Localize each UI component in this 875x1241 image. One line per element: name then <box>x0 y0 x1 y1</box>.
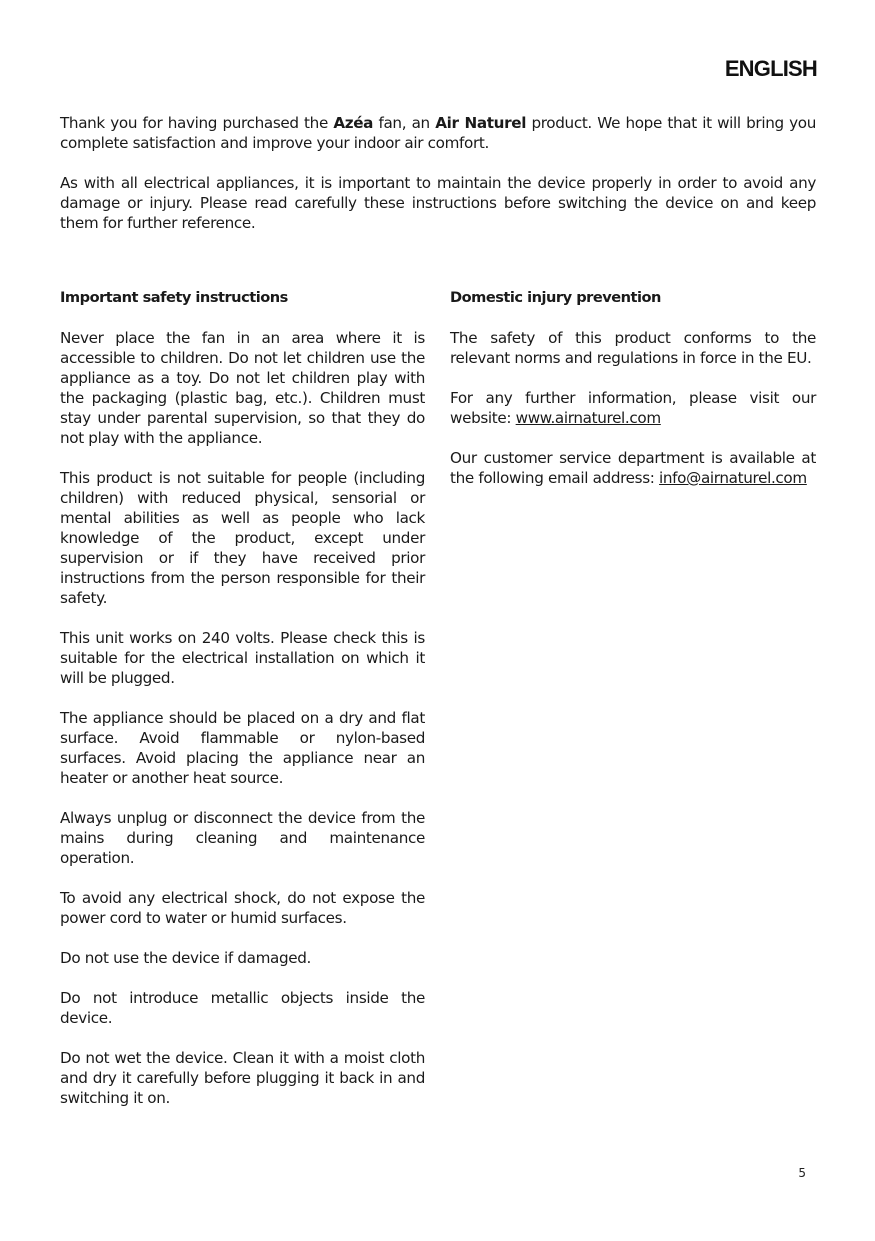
safety-paragraph: Always unplug or disconnect the device from the mains during cleaning and maintenance operation. <box>60 809 425 867</box>
website-paragraph <box>450 388 816 428</box>
intro-paragraph-thanks <box>60 113 816 153</box>
safety-paragraph: The appliance should be placed on a dry and flat surface. Avoid flammable or nylon-based surfaces. Avoid placing the appliance near an heater or another heat source. <box>60 709 425 787</box>
customer-service-text: Our customer service department is available at the following email address: <box>450 449 816 487</box>
injury-prevention-title: Domestic injury prevention <box>450 289 661 306</box>
safety-paragraph: Do not introduce metallic objects inside the device. <box>60 989 425 1027</box>
website-text: For any further information, please visit our website: <box>450 389 816 427</box>
safety-paragraph: Do not wet the device. Clean it with a moist cloth and dry it carefully before plugging it back in and switching it on. <box>60 1049 425 1107</box>
product-name: Azéa <box>333 114 374 132</box>
safety-paragraph: Never place the fan in an area where it is accessible to children. Do not let children use the appliance as a toy. Do not let children play with the packaging (plastic bag, etc.). Children must stay under parental supervision, so that they do not play with the appliance. <box>60 329 425 447</box>
language-heading: ENGLISH <box>724 56 817 81</box>
page-number: 5 <box>798 1166 806 1180</box>
intro-paragraph-maintenance: As with all electrical appliances, it is important to maintain the device properly in order to avoid any damage or injury. Please read carefully these instructions before switching the device on and keep them for further reference. <box>60 174 816 232</box>
safety-paragraph: This unit works on 240 volts. Please check this is suitable for the electrical installation on which it will be plugged. <box>60 629 425 687</box>
intro-text: fan, an <box>373 114 436 132</box>
safety-instructions-section <box>60 288 425 1128</box>
email-link[interactable]: info@airnaturel.com <box>659 469 807 487</box>
safety-paragraph: This product is not suitable for people (including children) with reduced physical, sensorial or mental abilities as well as people who lack knowledge of the product, except under supervision or if they have received prior instructions from the person responsible for their safety. <box>60 469 425 607</box>
website-link[interactable]: www.airnaturel.com <box>515 409 661 427</box>
customer-service-paragraph <box>450 448 816 488</box>
intro-text: Thank you for having purchased the <box>60 114 334 132</box>
conformity-paragraph: The safety of this product conforms to the relevant norms and regulations in force in the EU. <box>450 329 816 367</box>
safety-instructions-title: Important safety instructions <box>60 289 288 306</box>
safety-paragraph: To avoid any electrical shock, do not expose the power cord to water or humid surfaces. <box>60 889 425 927</box>
company-name: Air Naturel <box>435 114 527 132</box>
safety-paragraph: Do not use the device if damaged. <box>60 949 312 967</box>
intro-text: product. We hope that it will bring you complete satisfaction and improve your indoor air comfort. <box>60 114 817 152</box>
injury-prevention-section <box>450 288 816 508</box>
